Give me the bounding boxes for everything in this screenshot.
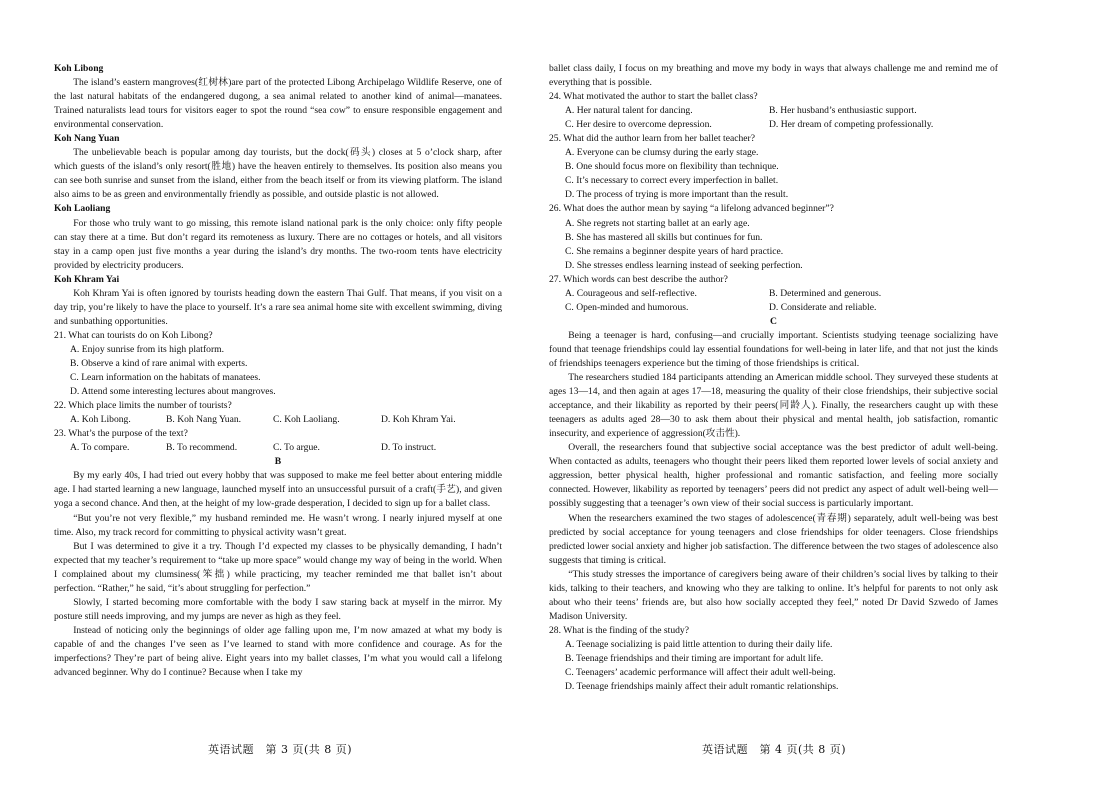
section-c-heading: C — [770, 315, 777, 327]
passage-c-paragraph-4: When the researchers examined the two stages of adolescence(青春期) separately, adult well-being was best predicted by social acceptance for young teenagers and close friendships for older teenagers. Close friendships predicted lower social anxiety and higher job satisfaction. The difference between the two stages of adolescence also suggests that timing is critical. — [549, 512, 998, 566]
passage-b-paragraph-3: But I was determined to give it a try. Though I’d expected my classes to be physically demanding, I hadn’t expected that my teacher’s requirement to “take up more space” would change my way of being in the world. When I complained about my clumsiness(笨拙) while practicing, my teacher reminded me that ballet isn’t about perfection. “Rather,” he said, “it’s about struggling for perfection.” — [54, 540, 502, 594]
question-24: 24. What motivated the author to start the ballet class? — [549, 91, 758, 103]
options-24 — [549, 104, 998, 132]
paragraph-koh-nang-yuan: The unbelievable beach is popular among day tourists, but the dock(码头) closes at 5 o’clock sharp, after which guests of the island’s only resort(胜地) have the heaven entirely to themselves. Its position also means you can see both sunrise and sunset from the island, either from the beach itself or from its viewing platform. The island also aims to be as green and environmentally friendly as possible, and outside plastic is not allowed. — [54, 147, 502, 201]
option-24d: D. Her dream of competing professionally. — [769, 119, 934, 131]
question-25: 25. What did the author learn from her ballet teacher? — [549, 133, 755, 145]
option-26c: C. She remains a beginner despite years of hard practice. — [565, 245, 784, 257]
passage-c-paragraph-3: Overall, the researchers found that subjective social acceptance was the best predictor of adult well-being. When contacted as adults, teenagers who thought their peers liked them reported lower levels of social anxiety and aggression, better physical health, higher professional and romantic satisfaction, and feeling more socially connected. However, likability as reported by teenagers’ peers did not predict any aspect of adult well-being well—possibly suggesting that a teenager’s own view of their social success is particularly important. — [549, 442, 998, 510]
right-column — [549, 62, 998, 694]
option-23b: B. To recommend. — [166, 442, 238, 454]
passage-b-paragraph-5-continued: ballet class daily, I focus on my breathing and move my body in ways that always challenge me and remind me of everything that is possible. — [549, 63, 998, 89]
heading-koh-laoliang: Koh Laoliang — [54, 203, 111, 215]
option-28d: D. Teenage friendships mainly affect their adult romantic relationships. — [565, 681, 839, 693]
option-22a: A. Koh Libong. — [70, 414, 131, 426]
option-21a: A. Enjoy sunrise from its high platform. — [70, 343, 225, 355]
option-22d: D. Koh Khram Yai. — [381, 414, 456, 426]
option-25b: B. One should focus more on flexibility than technique. — [565, 161, 779, 173]
option-22c: C. Koh Laoliang. — [273, 414, 340, 426]
question-27: 27. Which words can best describe the author? — [549, 273, 728, 285]
option-22b: B. Koh Nang Yuan. — [166, 414, 242, 426]
page-footer-left: 英语试题 第 3 页(共 8 页) — [208, 743, 353, 756]
option-23d: D. To instruct. — [381, 442, 437, 454]
option-25a: A. Everyone can be clumsy during the early stage. — [565, 147, 759, 159]
question-26: 26. What does the author mean by saying “a lifelong advanced beginner”? — [549, 203, 834, 215]
passage-b-paragraph-4: Slowly, I started becoming more comfortable with the body I saw staring back at myself in the mirror. My posture still needs improving, and my jumps are never as high as they feel. — [54, 596, 502, 622]
option-26d: D. She stresses endless learning instead of seeking perfection. — [565, 259, 803, 271]
option-27c: C. Open-minded and humorous. — [565, 301, 689, 313]
option-27d: D. Considerate and reliable. — [769, 301, 877, 313]
options-23 — [54, 441, 502, 455]
question-22: 22. Which place limits the number of tourists? — [54, 400, 232, 412]
passage-b-paragraph-5: Instead of noticing only the beginnings of older age falling upon me, I’m now amazed at what my body is capable of and the changes I’ve seen as I’ve learned to stand with more confidence and courage. As for the imperfections? They’re part of being alive. Eight years into my ballet classes, I’m what you would call a lifelong advanced beginner. Why do I continue? Because when I take my — [54, 624, 502, 679]
option-24b: B. Her husband’s enthusiastic support. — [769, 105, 917, 117]
option-25c: C. It’s necessary to correct every imperfection in ballet. — [565, 175, 779, 187]
question-21: 21. What can tourists do on Koh Libong? — [54, 329, 213, 341]
option-25d: D. The process of trying is more important than the result. — [565, 189, 789, 201]
passage-c-paragraph-2: The researchers studied 184 participants attending an American middle school. They surveyed these students at ages 13—14, and then again at ages 17—18, measuring the quality of their close friendships, their subjective social acceptance, and their likability as reported by their peers(同龄人). Finally, the researchers caught up with these teenagers as adults aged 28—30 to ask them about their physical and mental health, job satisfaction, romantic insecurity, and experience of aggression(攻击性). — [549, 372, 998, 440]
option-27a: A. Courageous and self-reflective. — [565, 287, 697, 299]
option-26a: A. She regrets not starting ballet at an early age. — [565, 217, 750, 229]
option-28a: A. Teenage socializing is paid little attention to during their daily life. — [565, 638, 833, 650]
option-23a: A. To compare. — [70, 442, 130, 454]
option-23c: C. To argue. — [273, 442, 320, 454]
passage-b-paragraph-1: By my early 40s, I had tried out every hobby that was supposed to make me feel better about entering middle age. I had started learning a new language, launched myself into an unsuccessful pursuit of a craft(手艺), and given yoga a second chance. And then, at the height of my low-grade desperation, I decided to sign up for a ballet class. — [54, 470, 502, 510]
option-28b: B. Teenage friendships and their timing are important for adult life. — [565, 652, 824, 664]
option-28c: C. Teenagers’ academic performance will affect their adult well-being. — [565, 667, 836, 679]
option-21b: B. Observe a kind of rare animal with experts. — [70, 357, 248, 369]
heading-koh-khram-yai: Koh Khram Yai — [54, 273, 120, 285]
passage-b-paragraph-2: “But you’re not very flexible,” my husband reminded me. He wasn’t wrong. I nearly injured myself at one time. Also, my track record for committing to physical activity wasn’t great. — [54, 512, 502, 538]
question-23: 23. What’s the purpose of the text? — [54, 428, 188, 440]
heading-koh-nang-yuan: Koh Nang Yuan — [54, 133, 120, 145]
option-21c: C. Learn information on the habitats of manatees. — [70, 372, 261, 384]
paragraph-koh-laoliang: For those who truly want to go missing, this remote island national park is the only choice: only fifty people can stay there at a time. But don’t regard its remoteness as luxury. There are no cottages or hotels, and all visitors stay in a camp open just five months a year during the island’s dry months. The two-room tents have electricity provided by electricity producers. — [54, 217, 502, 271]
paragraph-koh-khram-yai: Koh Khram Yai is often ignored by tourists heading down the eastern Thai Gulf. That means, if you visit on a day trip, you’re likely to have the place to yourself. It’s a rare sea animal home site with excellent swimming, diving and sunbathing opportunities. — [54, 287, 502, 327]
options-27 — [549, 287, 998, 315]
paragraph-koh-libong: The island’s eastern mangroves(红树林)are part of the protected Libong Archipelago Wildlife Reserve, one of the last natural habitats of the endangered dugong, a sea animal related to another kind of animal—manatees. Trained naturalists lead tours for visitors eager to spot the round “sea cow” to ensure responsible engagement and environmental conservation. — [54, 77, 502, 131]
passage-c-paragraph-1: Being a teenager is hard, confusing—and crucially important. Scientists studying teenage socializing have found that teenage friendships could lay essential foundations for well-being in later life, and that not just the kinds of friendships teenagers experience but the timing of those friendships is critical. — [549, 329, 998, 369]
section-b-heading: B — [274, 456, 282, 468]
options-22 — [54, 413, 502, 427]
passage-c-paragraph-5: “This study stresses the importance of caregivers being aware of their children’s social lives by talking to their kids, talking to their teachers, and knowing who they are talking to online. It’s helpful for parents to not only ask about who their teens’ friends are, but also how socially accepted they feel,” noted Dr David Szwedo of James Madison University. — [549, 568, 998, 622]
question-28: 28. What is the finding of the study? — [549, 624, 689, 636]
option-21d: D. Attend some interesting lectures about mangroves. — [70, 386, 276, 398]
option-24a: A. Her natural talent for dancing. — [565, 105, 693, 117]
page-footer-right: 英语试题 第 4 页(共 8 页) — [702, 743, 847, 756]
left-column — [54, 62, 502, 680]
option-27b: B. Determined and generous. — [769, 287, 882, 299]
heading-koh-libong: Koh Libong — [54, 63, 104, 74]
option-24c: C. Her desire to overcome depression. — [565, 119, 712, 131]
option-26b: B. She has mastered all skills but continues for fun. — [565, 231, 763, 243]
